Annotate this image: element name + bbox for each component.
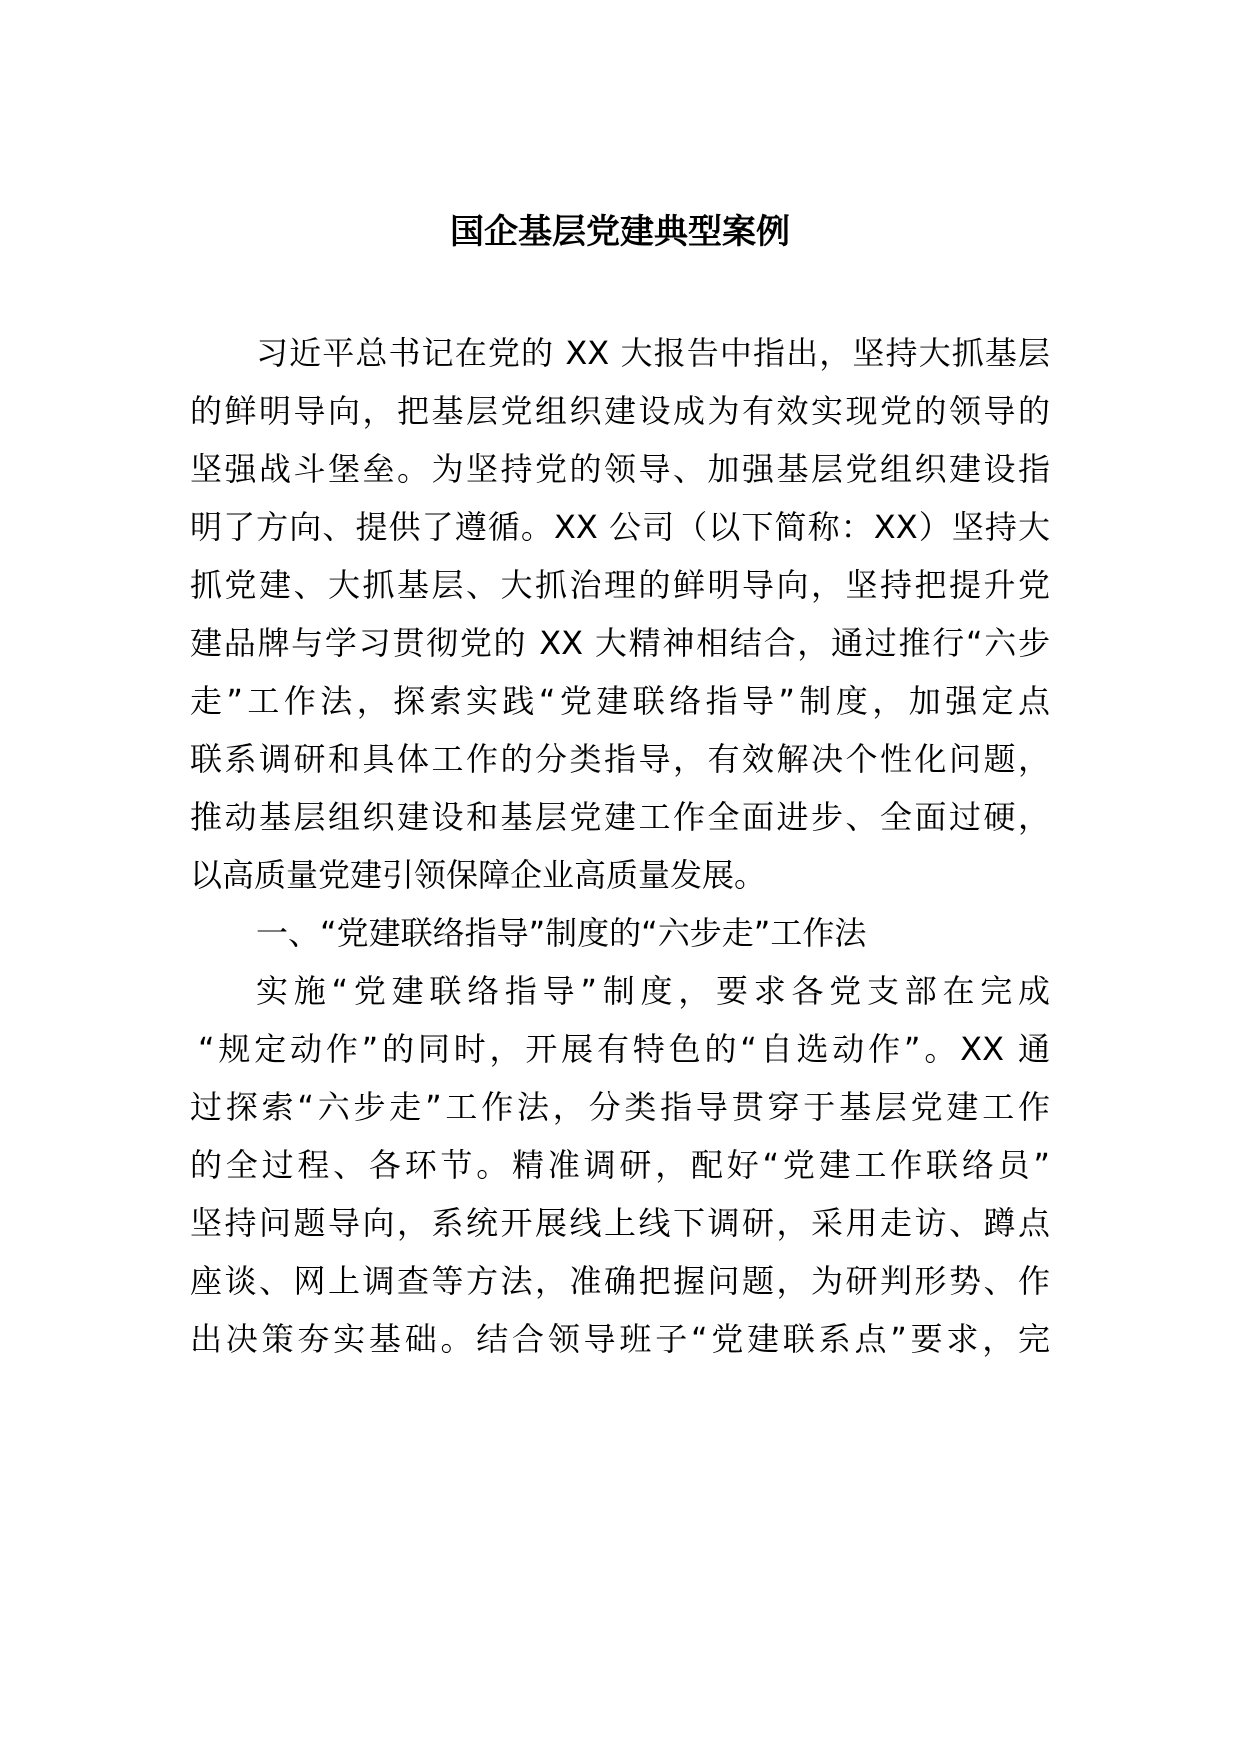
paragraph-line: 的全过程、各环节。精准调研，配好“党建工作联络员”	[190, 1146, 1050, 1184]
paragraph-line: 座谈、网上调查等方法，准确把握问题，为研判形势、作	[190, 1262, 1050, 1300]
paragraph-line: 联系调研和具体工作的分类指导，有效解决个性化问题，	[190, 740, 1050, 778]
paragraph-line: “规定动作”的同时，开展有特色的“自选动作”。XX 通	[198, 1030, 1050, 1068]
paragraph-line: 过探索“六步走”工作法，分类指导贯穿于基层党建工作	[190, 1088, 1050, 1126]
paragraph-line: 出决策夯实基础。结合领导班子“党建联系点”要求，完	[190, 1320, 1050, 1358]
paragraph-line: 以高质量党建引领保障企业高质量发展。	[190, 856, 767, 894]
paragraph-line: 推动基层组织建设和基层党建工作全面进步、全面过硬，	[190, 798, 1050, 836]
paragraph-line: 坚持问题导向，系统开展线上线下调研，采用走访、蹲点	[190, 1204, 1050, 1242]
paragraph-line: 抓党建、大抓基层、大抓治理的鲜明导向，坚持把提升党	[190, 566, 1050, 604]
paragraph-line: 建品牌与学习贯彻党的 XX 大精神相结合，通过推行“六步	[190, 624, 1050, 662]
paragraph-line: 的鲜明导向，把基层党组织建设成为有效实现党的领导的	[190, 392, 1050, 430]
paragraph-line: 实施“党建联络指导”制度，要求各党支部在完成	[256, 972, 1050, 1010]
paragraph-line: 走”工作法，探索实践“党建联络指导”制度，加强定点	[190, 682, 1050, 720]
document-title: 国企基层党建典型案例	[450, 212, 790, 252]
paragraph-line: 坚强战斗堡垒。为坚持党的领导、加强基层党组织建设指	[190, 450, 1050, 488]
paragraph-line: 习近平总书记在党的 XX 大报告中指出，坚持大抓基层	[256, 334, 1050, 372]
paragraph-line: 明了方向、提供了遵循。XX 公司（以下简称：XX）坚持大	[190, 508, 1050, 546]
section-heading: 一、“党建联络指导”制度的“六步走”工作法	[256, 914, 867, 952]
